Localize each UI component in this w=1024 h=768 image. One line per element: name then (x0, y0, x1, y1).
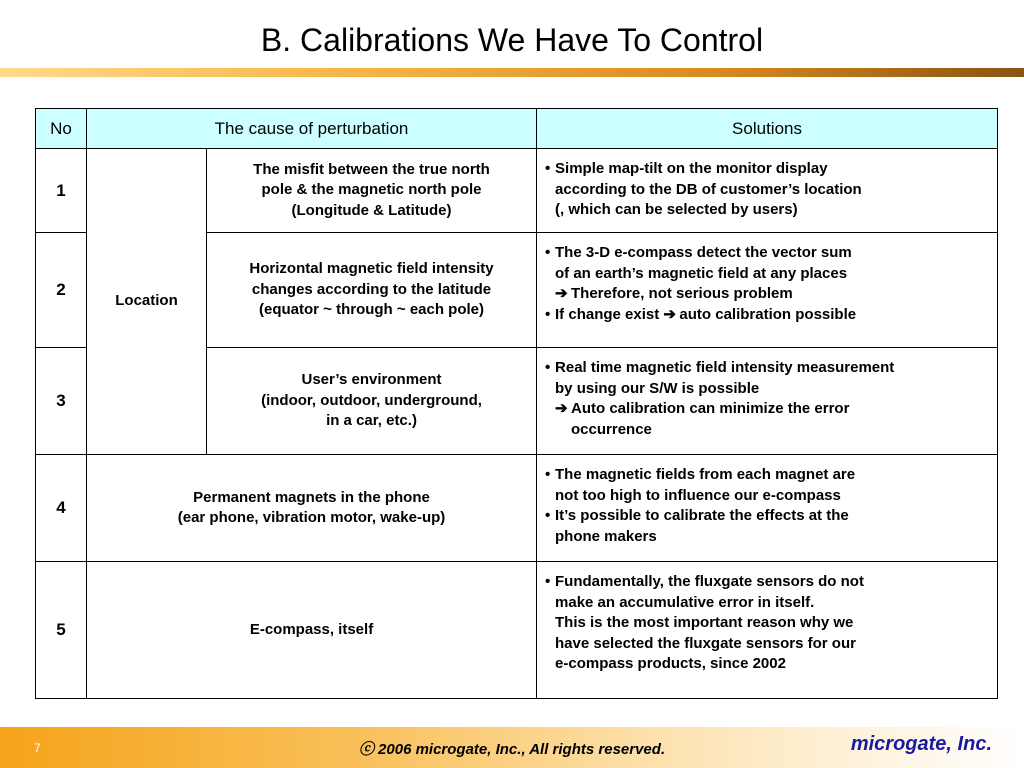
solution-line: not too high to influence our e-compass (555, 486, 841, 504)
cause-text: Horizontal magnetic field intensity changes according to the latitude (equator ~ through ~ each pole) (249, 260, 494, 319)
page-number: 7 (34, 741, 41, 755)
solution-line: ➔ Therefore, not serious problem (545, 284, 989, 305)
solution-line: • Real time magnetic field intensity measurement (545, 358, 989, 379)
solution-line: • The magnetic fields from each magnet are (545, 465, 989, 486)
solution-line: • If change exist ➔ auto calibration possible (545, 305, 989, 326)
brand-logo-text: microgate, Inc. (850, 733, 992, 755)
solution-line: make an accumulative error in itself. (555, 593, 815, 611)
cause-cell (87, 455, 537, 562)
solution-line: • It’s possible to calibrate the effects at the (545, 506, 989, 527)
solution-line: occurrence (571, 420, 652, 438)
header-no: No (36, 109, 87, 149)
solution-cell (537, 233, 998, 348)
solution-line: by using our S/W is possible (555, 379, 760, 397)
solution-line: phone makers (555, 527, 657, 545)
solution-cell (537, 149, 998, 233)
slide-title: B. Calibrations We Have To Control (260, 22, 764, 58)
header-solutions: Solutions (537, 109, 998, 149)
cause-cell (207, 149, 537, 233)
table-row (36, 455, 998, 562)
bullet-icon: • (545, 244, 551, 261)
arrow-icon: ➔ (555, 400, 568, 417)
header-cause: The cause of perturbation (87, 109, 537, 149)
solution-line: • The 3-D e-compass detect the vector sum (545, 243, 989, 264)
calibration-table (35, 108, 998, 699)
cause-cell (87, 562, 537, 699)
table-row (36, 149, 998, 233)
row-number: 1 (36, 149, 87, 233)
bullet-icon: • (545, 573, 551, 590)
solution-line: according to the DB of customer’s location (555, 180, 862, 198)
row-number: 2 (36, 233, 87, 348)
bullet-icon: • (545, 160, 551, 177)
cause-text: The misfit between the true north pole & the magnetic north pole (Longitude & Latitude) (253, 160, 490, 219)
solution-line: • Fundamentally, the fluxgate sensors do not (545, 572, 989, 593)
bullet-icon: • (545, 359, 551, 376)
location-label: Location (115, 292, 178, 310)
solution-line: e-compass products, since 2002 (555, 655, 786, 672)
title-underline-bar (0, 68, 1024, 77)
row-number: 3 (36, 348, 87, 455)
solution-line: ➔ Auto calibration can minimize the error (545, 399, 989, 420)
cause-text: Permanent magnets in the phone (ear phone, vibration motor, wake-up) (177, 488, 446, 526)
location-group-cell (87, 149, 207, 455)
cause-cell (207, 348, 537, 455)
cause-text: User’s environment (indoor, outdoor, underground, in a car, etc.) (261, 371, 482, 430)
solution-line: • Simple map-tilt on the monitor display (545, 159, 989, 180)
solution-cell (537, 562, 998, 699)
bullet-icon: • (545, 466, 551, 483)
bullet-icon: • (545, 305, 551, 323)
cause-text: E-compass, itself (249, 620, 374, 638)
bullet-icon: • (545, 507, 551, 524)
row-number: 4 (36, 455, 87, 562)
table-header-row (36, 109, 998, 149)
row-number: 5 (36, 562, 87, 699)
arrow-icon: ➔ (663, 305, 676, 323)
solution-cell (537, 348, 998, 455)
solution-line: have selected the fluxgate sensors for our (555, 634, 856, 652)
solution-line: of an earth’s magnetic field at any places (555, 264, 848, 282)
solution-line: (, which can be selected by users) (555, 201, 798, 218)
solution-line: This is the most important reason why we (555, 614, 854, 631)
copyright-notice: ⓒ 2006 microgate, Inc., All rights reserved. (358, 741, 666, 758)
arrow-icon: ➔ (555, 285, 568, 302)
cause-cell (207, 233, 537, 348)
table-row (36, 562, 998, 699)
solution-cell (537, 455, 998, 562)
